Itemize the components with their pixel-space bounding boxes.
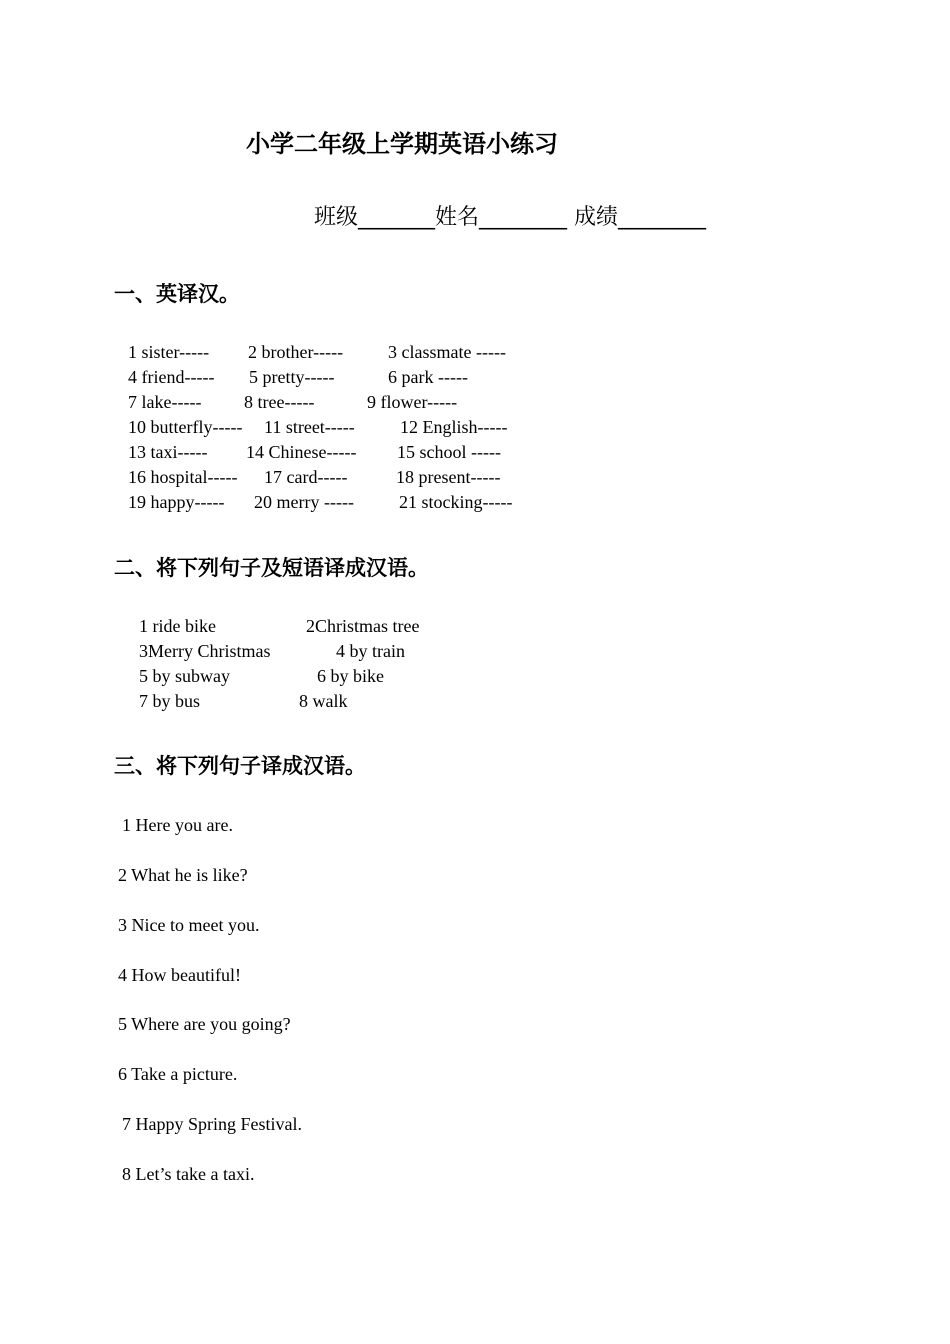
phrase-item: 5 by subway [139, 666, 230, 686]
vocab-item: 19 happy----- [128, 492, 225, 512]
vocab-item: 12 English----- [400, 417, 508, 437]
sentence-item: 6 Take a picture. [118, 1064, 238, 1084]
sentence-item: 7 Happy Spring Festival. [122, 1114, 302, 1134]
vocab-item: 1 sister----- [128, 342, 210, 362]
vocab-item: 13 taxi----- [128, 442, 208, 462]
vocab-item: 16 hospital----- [128, 467, 238, 487]
vocab-item: 5 pretty----- [249, 367, 335, 387]
phrase-item: 6 by bike [317, 666, 384, 686]
phrase-item: 7 by bus [139, 691, 201, 711]
phrase-item: 2Christmas tree [306, 616, 420, 636]
vocab-item: 4 friend----- [128, 367, 215, 387]
section1-heading: 一、英译汉。 [114, 282, 240, 306]
sentence-item: 2 What he is like? [118, 865, 248, 885]
vocab-item: 11 street----- [264, 417, 355, 437]
sentence-item: 5 Where are you going? [118, 1014, 291, 1034]
vocab-item: 18 present----- [396, 467, 501, 487]
vocab-item: 17 card----- [264, 467, 348, 487]
section2-heading: 二、将下列句子及短语译成汉语。 [114, 556, 429, 580]
sentence-item: 4 How beautiful! [118, 965, 241, 985]
phrase-item: 3Merry Christmas [139, 641, 271, 661]
vocab-item: 14 Chinese----- [246, 442, 357, 462]
sentence-item: 1 Here you are. [122, 815, 233, 835]
vocab-item: 15 school ----- [397, 442, 501, 462]
vocab-item: 2 brother----- [248, 342, 344, 362]
vocab-item: 3 classmate ----- [388, 342, 506, 362]
vocab-item: 9 flower----- [367, 392, 458, 412]
phrase-item: 4 by train [336, 641, 405, 661]
sentence-item: 3 Nice to meet you. [118, 915, 260, 935]
vocab-item: 20 merry ----- [254, 492, 354, 512]
phrase-item: 1 ride bike [139, 616, 216, 636]
vocab-item: 8 tree----- [244, 392, 315, 412]
phrase-item: 8 walk [299, 691, 348, 711]
vocab-item: 10 butterfly----- [128, 417, 243, 437]
sentence-item: 8 Let’s take a taxi. [122, 1164, 255, 1184]
vocab-item: 7 lake----- [128, 392, 202, 412]
student-info-line: 班级_______姓名________ 成绩________ [314, 205, 706, 230]
vocab-item: 21 stocking----- [399, 492, 513, 512]
vocab-item: 6 park ----- [388, 367, 468, 387]
section3-heading: 三、将下列句子译成汉语。 [114, 754, 366, 778]
page-title: 小学二年级上学期英语小练习 [246, 130, 558, 158]
